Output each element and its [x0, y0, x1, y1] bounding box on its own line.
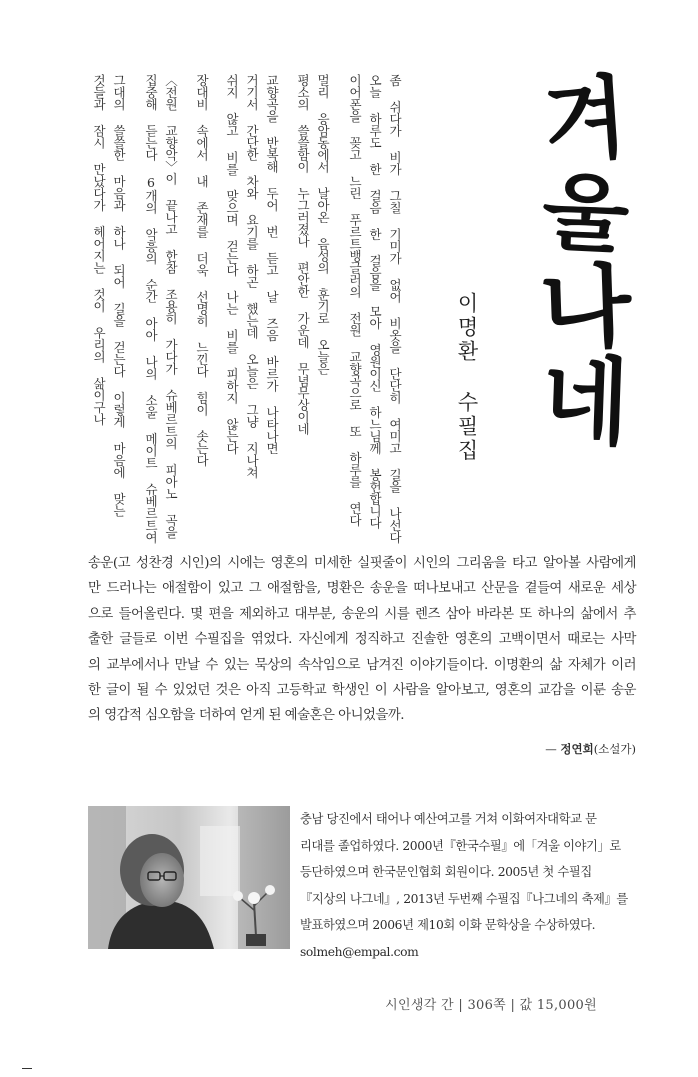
- poem-column: 장대비 속에서 내 존재를 더욱 선명히 느낀다 힘이 솟는다: [194, 74, 210, 466]
- title-glyph: 겨: [540, 65, 630, 176]
- author-photo: [88, 806, 290, 949]
- poem-column: 이어폰을 꽂고 느린 푸르트뱅글러의 전원 교향곡으로 또 하루를 연다: [347, 74, 363, 526]
- title-glyph: 울: [539, 164, 631, 266]
- poem-column: 것들과 잠시 만났다가 헤어지는 것이 우리의 삶이구나: [91, 74, 107, 425]
- poem-column: 거기서 간단한 차와 요기를 하곤 했는데 오늘은 그냥 지나쳐: [244, 74, 260, 478]
- publisher-info: 시인생각 간 | 306쪽 | 값 15,000원: [385, 998, 597, 1013]
- book-title: [530, 65, 640, 460]
- author-bio: [300, 806, 640, 965]
- poem-column: 멀리 응암동에서 날아온 음성의 훈기로 오늘은: [315, 74, 331, 375]
- review-line: 의 교부에서나 만날 수 있는 묵상의 속삭임으로 남겨진 이야기들이다. 이명환의 삶 자체가 이러: [88, 657, 636, 673]
- review-line: 으로 들어올린다. 몇 편을 제외하고 대부분, 송운의 시를 렌즈 삼아 바라본 또 하나의 삶에서 추: [88, 606, 636, 622]
- title-glyph: 나: [537, 254, 633, 363]
- poem-column: 평소의 쓸쓸함이 누그러졌나 편안한 가운데 무념무상이네: [295, 74, 311, 435]
- bio-line: 『지상의 나그네』, 2013년 두번째 수필집『나그네의 축제』를: [300, 891, 628, 906]
- review-paragraph: [88, 551, 636, 729]
- author-email[interactable]: solmeh@empal.com: [300, 944, 419, 959]
- poem-column: 그대의 쓸쓸한 마음과 하나 되어 길을 걷는다 이렇게 마음에 맞는: [111, 74, 127, 517]
- poem-column: 집중해 듣는다 6개의 악흥의 순간 아아 나의 소울 메이트 슈베르트여: [143, 74, 159, 543]
- review-line: 의 영감적 심오함을 더하여 얻게 된 예술혼은 아니었을까.: [88, 708, 405, 724]
- crop-mark: [22, 1068, 32, 1069]
- bio-line: 발표하였으며 2006년 제10회 이화 문학상을 수상하였다.: [300, 918, 596, 932]
- poem-column: 쉬지 않고 비를 맞으며 걷는다 나는 비를 피하지 않는다: [224, 74, 240, 454]
- poem-column: 교향곡을 반복해 두어 번 듣고 날 즈음 바르가 나타나면: [264, 74, 280, 454]
- bio-line: 충남 당진에서 태어나 예산여고를 거쳐 이화여자대학교 문: [300, 812, 597, 826]
- review-line: 출한 글들로 이번 수필집을 엮었다. 자신에게 정직하고 진솔한 영혼의 고백이면서 때로는 사막: [88, 632, 636, 648]
- review-line: 한 글이 될 수 있었던 것은 아직 고등학교 학생인 이 사람을 알아보고, 영혼의 교감을 이룬 송운: [88, 683, 636, 699]
- signature-role: (소설가): [593, 742, 636, 756]
- review-signature: [545, 741, 636, 757]
- bio-line: 등단하였으며 한국문인협회 회원이다. 2005년 첫 수필집: [300, 865, 592, 879]
- poem-column: 좀 쉬다가 비가 그칠 기미가 없어 비옷을 단단히 여미고 길을 나선다: [387, 74, 403, 543]
- book-subtitle: 이명환 수필집: [455, 292, 479, 463]
- review-line: 만 드러나는 애절함이 있고 그 애절함을, 명환은 송운을 떠나보내고 산문을 곁들여 새로운 세상: [88, 581, 636, 597]
- poem-column: 〈전원 교향악〉이 끝나고 한참 조용히 가다가 슈베르트의 피아노 곡을: [163, 74, 179, 538]
- bio-line: 리대를 졸업하였다. 2000년『한국수필』에「겨울 이야기」로: [300, 838, 621, 853]
- review-line: 송운(고 성찬경 시인)의 시에는 영혼의 미세한 실핏줄이 시인의 그리움을 타고 알아볼 사람에게: [88, 556, 636, 571]
- title-glyph: 네: [539, 345, 631, 460]
- signature-dash: —: [545, 742, 557, 756]
- poem-column: 오늘 하루도 한 걸음 한 걸음을 모아 영원이신 하느님께 봉헌합니다: [367, 74, 383, 529]
- signature-name: 정연희: [560, 742, 594, 756]
- author-photo-illustration: [88, 806, 290, 949]
